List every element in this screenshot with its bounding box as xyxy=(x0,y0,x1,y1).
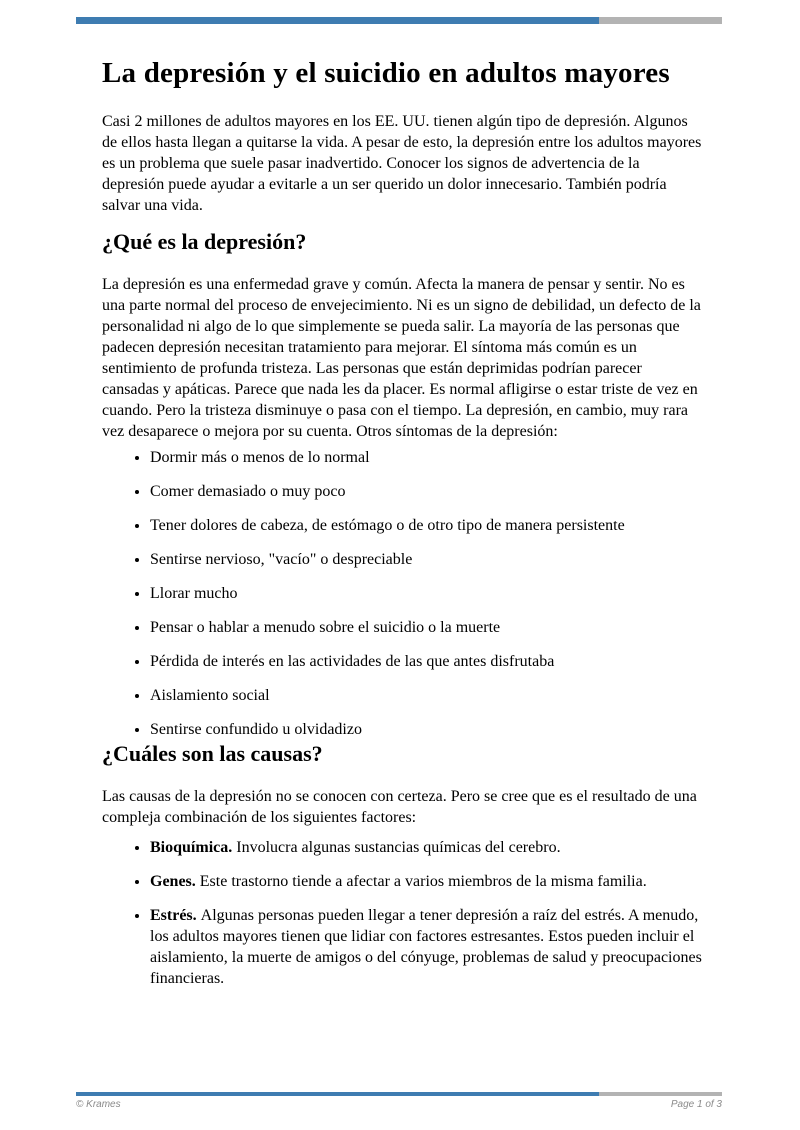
section-paragraph-que-es: La depresión es una enfermedad grave y común. Afecta la manera de pensar y sentir. No es una parte normal del proceso de envejecimiento. Ni es un signo de debilidad, un defecto de la personalidad ni algo de lo que simplemente se pueda salir. La mayoría de las personas que padecen depresión necesitan tratamiento para mejorar. El síntoma más común es un sentimiento de profunda tristeza. Las personas que están deprimidas podrían parecer cansadas y apáticas. Parece que nada les da placer. Es normal afligirse o estar triste de vez en cuando. Pero la tristeza disminuye o pasa con el tiempo. La depresión, en cambio, muy rara vez desaparece o mejora por su cuenta. Otros síntomas de la depresión: xyxy=(102,276,701,440)
list-item: • Pensar o hablar a menudo sobre el suicidio o la muerte xyxy=(150,617,702,638)
section-heading-causas: ¿Cuáles son las causas? xyxy=(102,741,323,766)
list-item: • Aislamiento social xyxy=(150,685,702,706)
list-item: • Tener dolores de cabeza, de estómago o de otro tipo de manera persistente xyxy=(150,515,702,536)
list-item: • Comer demasiado o muy poco xyxy=(150,481,702,502)
section-heading-que-es: ¿Qué es la depresión? xyxy=(102,229,307,254)
bullet-text: Este trastorno tiende a afectar a varios miembros de la misma familia. xyxy=(199,873,647,890)
document-content xyxy=(102,0,702,989)
document-title: La depresión y el suicidio en adultos mayores xyxy=(102,57,670,89)
bullet-lead: Bioquímica. xyxy=(150,839,233,856)
footer-rule xyxy=(76,1092,722,1096)
bullet-lead: Estrés. xyxy=(150,907,197,924)
section-paragraph-causas: Las causas de la depresión no se conocen con certeza. Pero se cree que es el resultado de una compleja combinación de los siguientes factores: xyxy=(102,788,697,826)
bullet-lead: Genes. xyxy=(150,873,196,890)
list-item: • Dormir más o menos de lo normal xyxy=(150,447,702,468)
intro-paragraph: Casi 2 millones de adultos mayores en los EE. UU. tienen algún tipo de depresión. Algunos de ellos hasta llegan a quitarse la vida. A pesar de esto, la depresión entre los adultos mayores es un problema que suele pasar inadvertido. Conocer los signos de advertencia de la depresión puede ayudar a evitarle a un ser querido un dolor innecesario. También podría salvar una vida. xyxy=(102,113,702,214)
footer-page-number: Page 1 of 3 xyxy=(670,1099,722,1110)
footer xyxy=(76,1099,722,1110)
list-item: • Llorar mucho xyxy=(150,583,702,604)
footer-copyright: © Krames xyxy=(76,1099,121,1110)
bullet-text: Algunas personas pueden llegar a tener depresión a raíz del estrés. A menudo, los adultos mayores tienen que lidiar con factores estresantes. Estos pueden incluir el aislamiento, la muerte de amigos o del cónyuge, problemas de salud y preocupaciones financieras. xyxy=(150,907,702,987)
list-item: • Sentirse nervioso, "vacío" o despreciable xyxy=(150,549,702,570)
list-item: • Pérdida de interés en las actividades de las que antes disfrutaba xyxy=(150,651,702,672)
list-item xyxy=(150,871,702,892)
bullet-text: Involucra algunas sustancias químicas del cerebro. xyxy=(236,839,561,856)
list-item: • Sentirse confundido u olvidadizo xyxy=(150,719,702,740)
causes-bullet-list xyxy=(102,837,702,989)
list-item xyxy=(150,837,702,858)
footer-rule-accent xyxy=(76,1092,599,1096)
symptoms-bullet-list xyxy=(102,447,702,740)
list-item xyxy=(150,905,702,989)
